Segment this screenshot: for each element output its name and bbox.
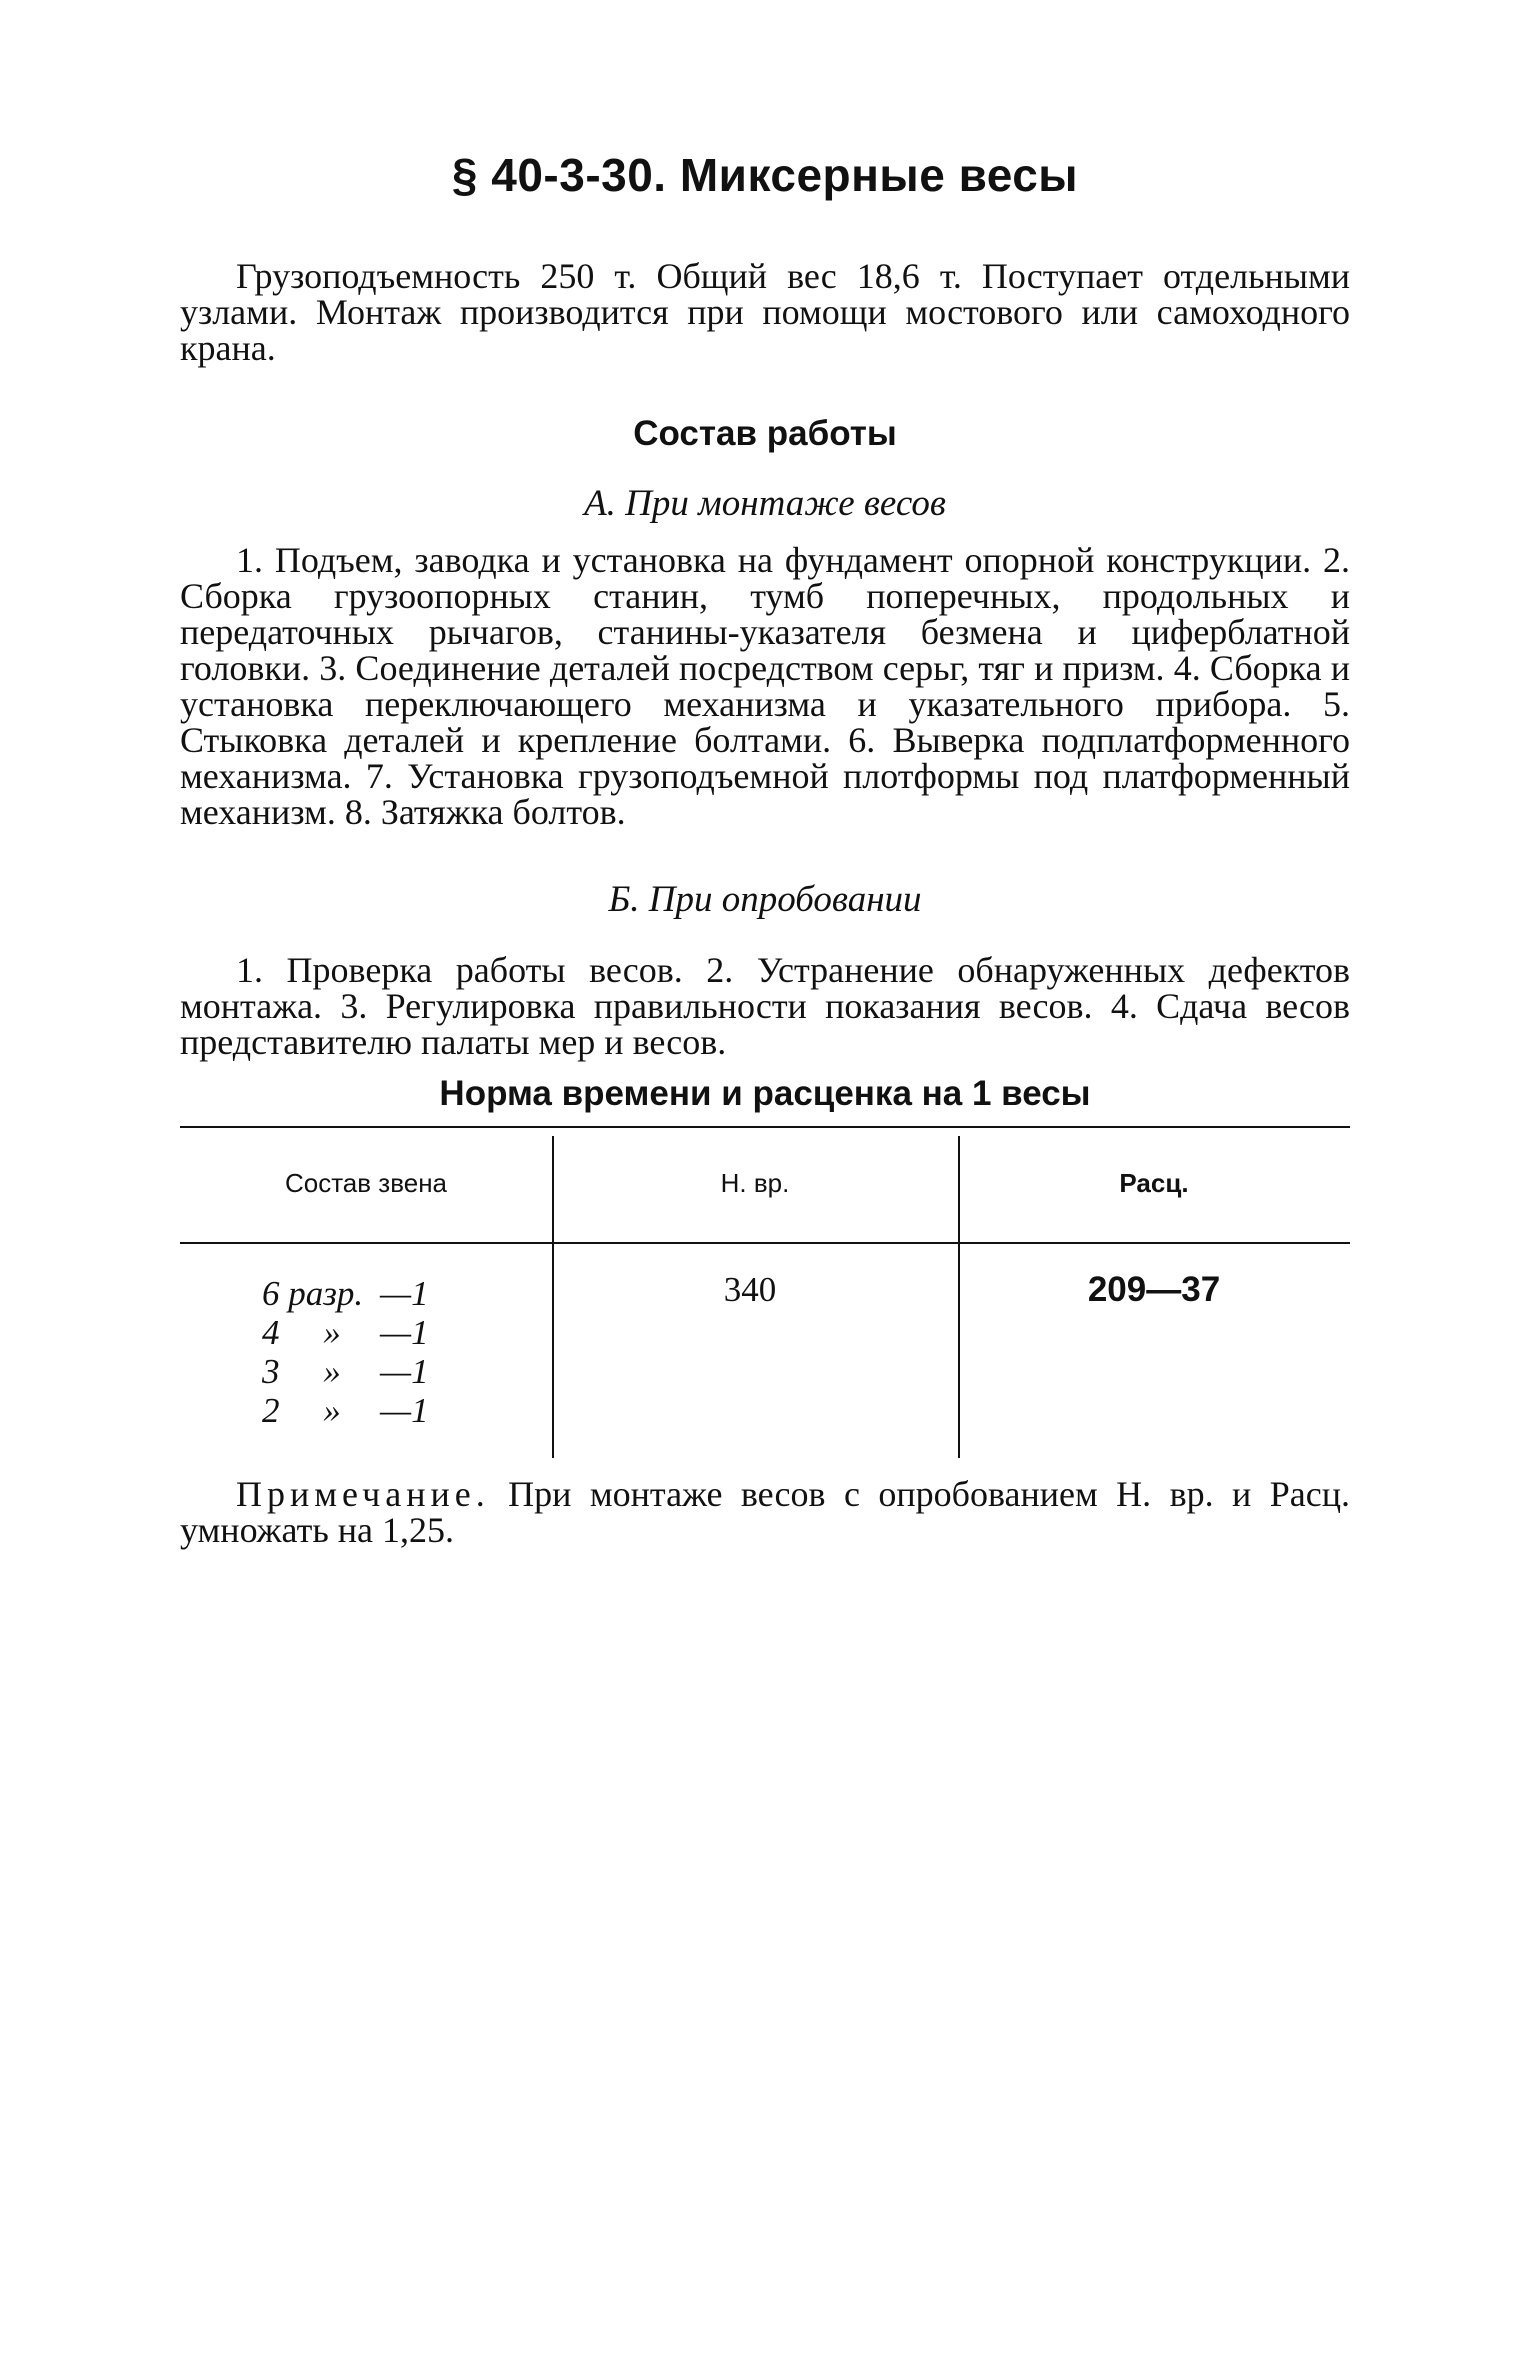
crew-list [262,1274,429,1430]
price-value: 209—37 [1087,1270,1221,1309]
table-header-rule [180,1242,1350,1244]
crew-row [262,1391,429,1430]
work-heading: Состав работы [633,414,897,453]
crew-grade: 2 » [262,1391,341,1430]
crew-row [262,1274,429,1313]
crew-row [262,1313,429,1352]
crew-count: —1 [380,1313,429,1352]
note-paragraph [180,1476,1350,1548]
header-crew: Состав звена [284,1168,448,1198]
norm-table [180,1126,1350,1458]
part-b-heading: Б. При опробовании [608,879,922,920]
part-b-paragraph: 1. Проверка работы весов. 2. Устранение обнаруженных дефектов монтажа. 3. Регулировка правильности показания весов. 4. Сдача весов представителю палаты мер и весов. [180,950,1350,1062]
note-label: Примечание. [236,1474,490,1514]
crew-count: —1 [380,1274,429,1313]
table-caption: Норма времени и расценка на 1 весы [439,1074,1091,1113]
norm-value: 340 [723,1270,777,1309]
crew-grade: 4 » [262,1313,341,1352]
crew-count: —1 [380,1391,429,1430]
crew-grade: 3 » [262,1352,341,1391]
header-price: Расц. [1119,1168,1189,1198]
crew-row [262,1352,429,1391]
crew-grade: 6 разр. [262,1274,364,1313]
intro-paragraph: Грузоподъемность 250 т. Общий вес 18,6 т. Поступает отдельными узлами. Монтаж производится при помощи мостового или самоходного крана. [180,256,1350,368]
part-a-paragraph: 1. Подъем, заводка и установка на фундамент опорной конструкции. 2. Сборка грузоопорных станин, тумб поперечных, продольных и передаточных рычагов, станины-указателя безмена и циферблатной головки. 3. Соединение деталей посредством серьг, тяг и призм. 4. Сборка и установка переключающего механизма и указательного прибора. 5. Стыковка деталей и крепление болтами. 6. Выверка подплатформенного механизма. 7. Установка грузоподъемной плотформы под платформенный механизм. 8. Затяжка болтов. [180,540,1350,832]
note-text: При монтаже весов с опробованием Н. вр. и Расц. умножать на 1,25. [180,1474,1350,1550]
header-norm: Н. вр. [720,1168,790,1198]
crew-count: —1 [380,1352,429,1391]
section-title: § 40-3-30. Миксерные весы [451,149,1079,201]
table-top-rule [180,1126,1350,1128]
part-a-heading: А. При монтаже весов [584,483,946,524]
